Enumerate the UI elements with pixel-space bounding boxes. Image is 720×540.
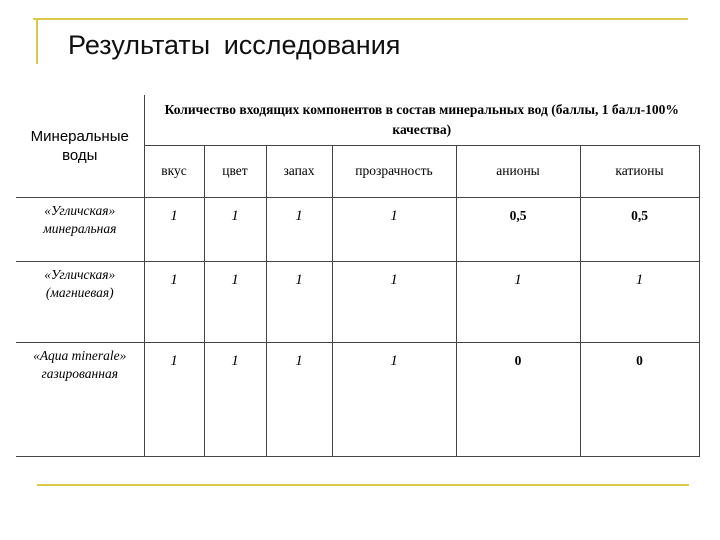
column-header: запах [266, 145, 332, 197]
value-cell: 1 [144, 197, 204, 261]
value-cell: 0,5 [456, 197, 580, 261]
value-cell: 0,5 [580, 197, 699, 261]
column-header: прозрачность [332, 145, 456, 197]
row-header-cell: Минеральные воды [16, 95, 144, 197]
value-cell: 1 [144, 261, 204, 342]
column-header: вкус [144, 145, 204, 197]
value-cell: 0 [456, 342, 580, 456]
value-cell: 1 [204, 261, 266, 342]
value-cell: 0 [580, 342, 699, 456]
group-header-cell: Количество входящих компонентов в состав минеральных вод (баллы, 1 балл-100% качества) [144, 95, 699, 145]
table-row [16, 342, 699, 456]
value-cell: 1 [332, 197, 456, 261]
table-row [16, 261, 699, 342]
table-header-row [16, 95, 699, 145]
value-cell: 1 [266, 197, 332, 261]
value-cell: 1 [204, 342, 266, 456]
column-header: цвет [204, 145, 266, 197]
row-label: «Угличская» минеральная [16, 197, 144, 261]
value-cell: 1 [332, 261, 456, 342]
decorative-top-line [33, 18, 688, 20]
value-cell: 1 [204, 197, 266, 261]
decorative-bottom-line [37, 484, 689, 486]
slide-title: Результаты исследования [68, 30, 401, 60]
decorative-left-line [36, 18, 38, 64]
results-table [16, 95, 700, 457]
row-label: «Угличская» (магниевая) [16, 261, 144, 342]
column-header: катионы [580, 145, 699, 197]
value-cell: 1 [266, 342, 332, 456]
column-header: анионы [456, 145, 580, 197]
value-cell: 1 [456, 261, 580, 342]
value-cell: 1 [580, 261, 699, 342]
value-cell: 1 [332, 342, 456, 456]
row-label: «Aqua minerale» газированная [16, 342, 144, 456]
value-cell: 1 [266, 261, 332, 342]
table-row [16, 197, 699, 261]
value-cell: 1 [144, 342, 204, 456]
